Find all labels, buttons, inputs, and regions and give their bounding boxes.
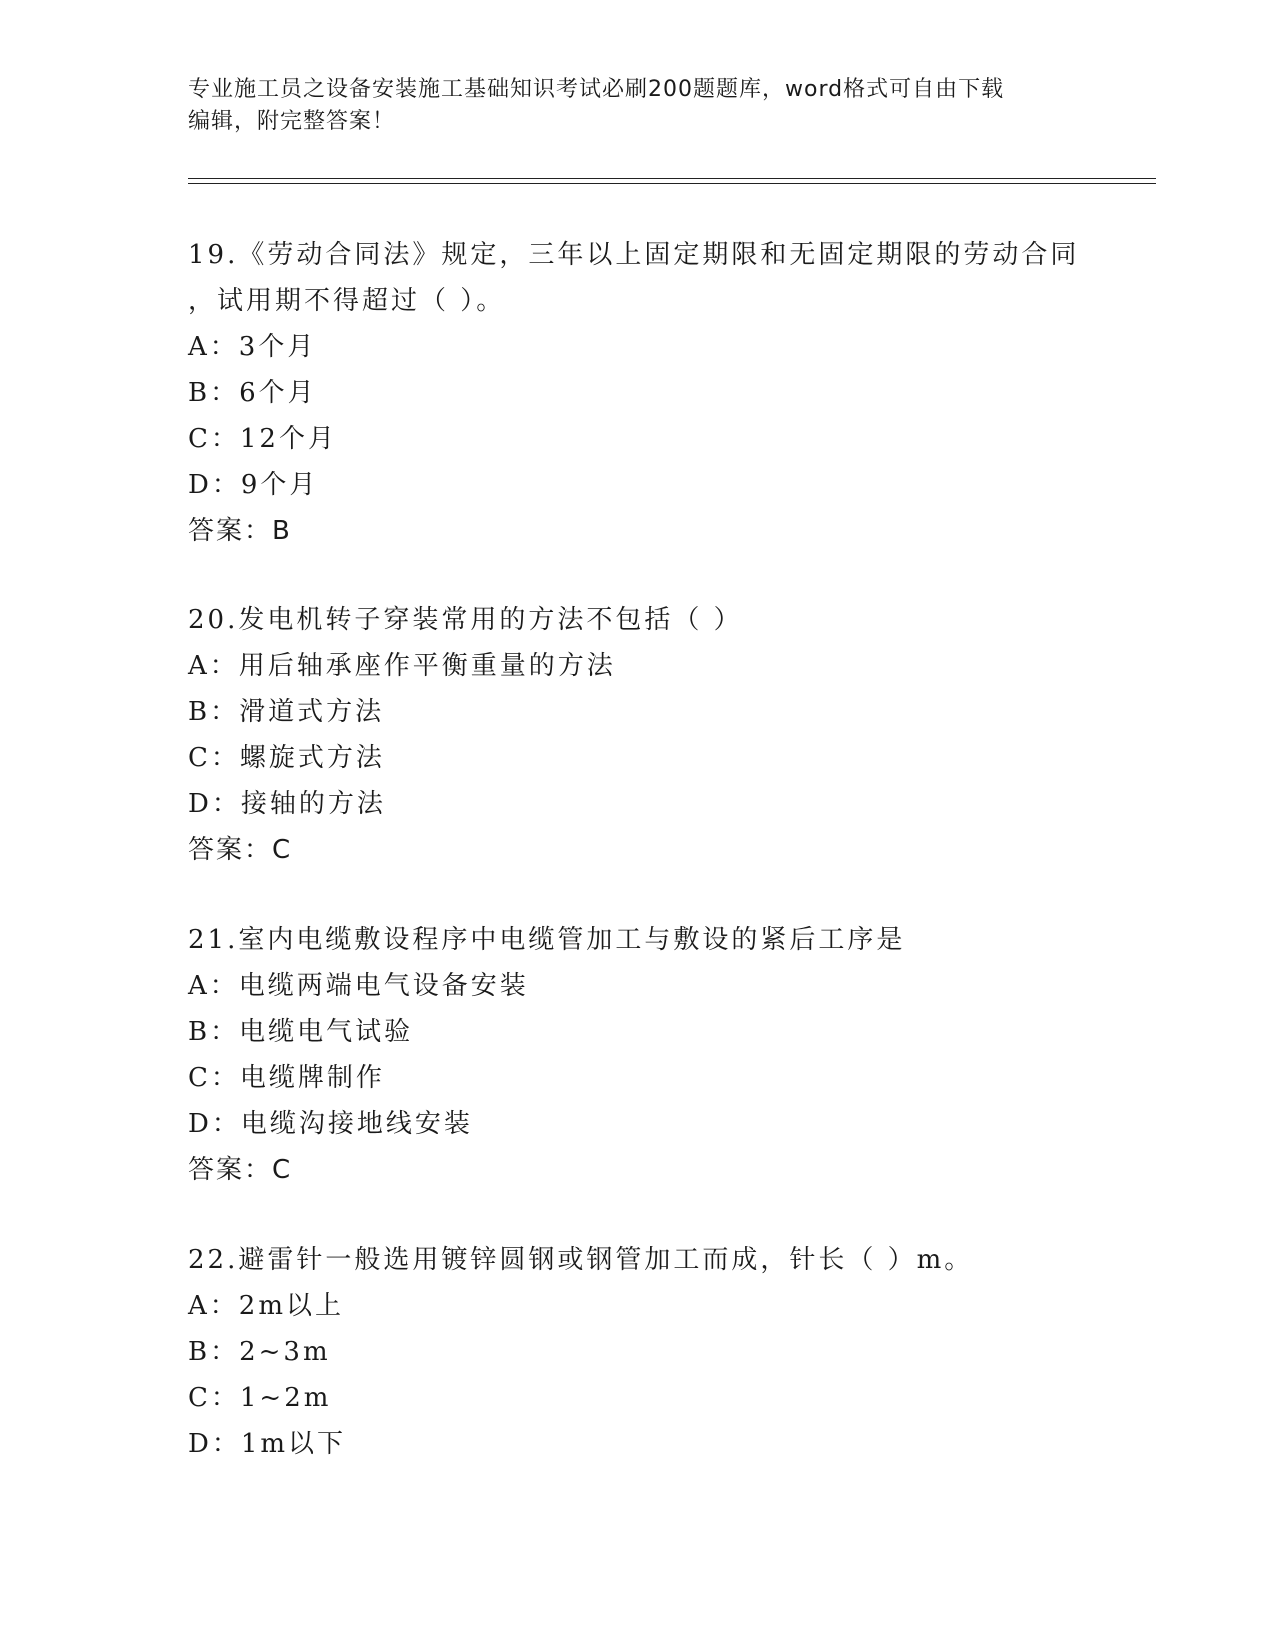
option-c: C：螺旋式方法 (188, 743, 385, 773)
document-header (188, 74, 1088, 138)
option-b: B：2~3m (188, 1337, 331, 1367)
header-line-1: 专业施工员之设备安装施工基础知识考试必刷200题题库，word格式可自由下载 (188, 77, 1005, 102)
question-stem-line: 21.室内电缆敷设程序中电缆管加工与敷设的紧后工序是 (188, 925, 906, 955)
header-divider-top (188, 178, 1156, 179)
question-stem-line: 20.发电机转子穿装常用的方法不包括（ ） (188, 605, 743, 635)
option-a: A：电缆两端电气设备安装 (188, 971, 529, 1001)
option-d: D：接轴的方法 (188, 789, 386, 819)
answer: 答案：C (188, 1155, 293, 1185)
option-a: A：3个月 (188, 332, 317, 362)
option-c: C：1~2m (188, 1383, 332, 1413)
option-d: D：1m以下 (188, 1429, 347, 1459)
option-c: C：12个月 (188, 424, 337, 454)
header-line-2: 编辑，附完整答案！ (188, 109, 396, 134)
header-divider-bottom (188, 183, 1156, 184)
question-21 (188, 917, 1108, 1193)
option-a: A：2m以上 (188, 1291, 344, 1321)
option-b: B：6个月 (188, 378, 317, 408)
option-b: B：滑道式方法 (188, 697, 385, 727)
answer: 答案：C (188, 835, 293, 865)
question-stem-line: 22.避雷针一般选用镀锌圆钢或钢管加工而成，针长（ ）m。 (188, 1245, 974, 1275)
option-d: D：电缆沟接地线安装 (188, 1109, 473, 1139)
question-stem-line: ，试用期不得超过（ ）。 (188, 286, 506, 316)
question-19 (188, 232, 1108, 554)
option-b: B：电缆电气试验 (188, 1017, 414, 1047)
answer: 答案：B (188, 516, 292, 546)
option-a: A：用后轴承座作平衡重量的方法 (188, 651, 616, 681)
question-22 (188, 1237, 1108, 1467)
question-20 (188, 597, 1108, 873)
option-c: C：电缆牌制作 (188, 1063, 385, 1093)
question-stem-line: 19.《劳动合同法》规定，三年以上固定期限和无固定期限的劳动合同 (188, 240, 1080, 270)
option-d: D：9个月 (188, 470, 319, 500)
